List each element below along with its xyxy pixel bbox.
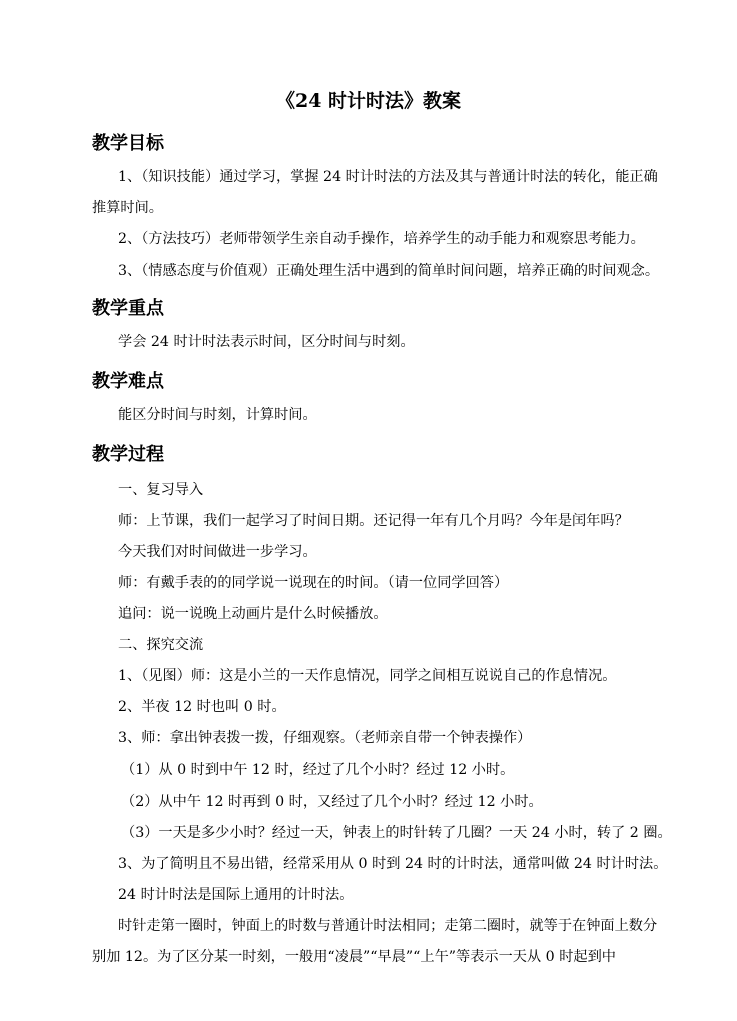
process-line-explore: 二、探究交流	[118, 637, 204, 653]
process-line-item-1: 1、（见图）师：这是小兰的一天作息情况，同学之间相互说说自己的作息情况。	[118, 668, 617, 684]
difficulties-text: 能区分时间与时刻，计算时间。	[118, 407, 317, 423]
key-points-heading: 教学重点	[92, 298, 164, 319]
process-line-followup: 追问：说一说晚上动画片是什么时候播放。	[118, 606, 388, 622]
difficulties-heading: 教学难点	[92, 371, 164, 392]
process-line-item-2: 2、半夜 12 时也叫 0 时。	[118, 699, 286, 715]
process-line-teacher-2: 师：有戴手表的的同学说一说现在的时间。（请一位同学回答）	[118, 575, 509, 591]
goals-item-3: 3、（情感态度与价值观）正确处理生活中遇到的简单时间问题，培养正确的时间观念。	[118, 263, 660, 279]
goals-item-1-line-2: 推算时间。	[92, 200, 163, 216]
key-points-text: 学会 24 时计时法表示时间，区分时间与时刻。	[118, 334, 415, 350]
goals-item-1-line-1: 1、（知识技能）通过学习，掌握 24 时计时法的方法及其与普通计时法的转化，能正确	[118, 169, 658, 185]
process-line-today: 今天我们对时间做进一步学习。	[118, 544, 317, 560]
process-line-review-intro: 一、复习导入	[118, 482, 204, 498]
process-line-hand-2: 别加 12。为了区分某一时刻，一般用“凌晨”“早晨”“上午”等表示一天从 0 时起到中	[92, 949, 616, 965]
process-line-sub-2: （2）从中午 12 时再到 0 时，又经过了几个小时？经过 12 小时。	[121, 794, 543, 810]
process-heading: 教学过程	[92, 444, 164, 465]
process-line-hand-1: 时针走第一圈时，钟面上的时数与普通计时法相同；走第二圈时，就等于在钟面上数分	[118, 918, 658, 934]
process-line-sub-1: （1）从 0 时到中午 12 时，经过了几个小时？经过 12 小时。	[121, 762, 515, 778]
process-line-international: 24 时计时法是国际上通用的计时法。	[118, 887, 354, 903]
process-line-sub-3: （3）一天是多少小时？经过一天，钟表上的时针转了几圈？一天 24 小时，转了 2 圈。	[121, 825, 672, 841]
goals-heading: 教学目标	[92, 133, 164, 154]
process-line-item-3: 3、师：拿出钟表拨一拨，仔细观察。（老师亲自带一个钟表操作）	[118, 730, 532, 746]
process-line-item-3b: 3、为了简明且不易出错，经常采用从 0 时到 24 时的计时法，通常叫做 24 时计时法。	[118, 856, 668, 872]
goals-item-2: 2、（方法技巧）老师带领学生亲自动手操作，培养学生的动手能力和观察思考能力。	[118, 231, 645, 247]
process-line-teacher-1: 师：上节课，我们一起学习了时间日期。还记得一年有几个月吗？今年是闰年吗？	[118, 513, 629, 529]
document-title: 《24 时计时法》教案	[275, 90, 462, 112]
